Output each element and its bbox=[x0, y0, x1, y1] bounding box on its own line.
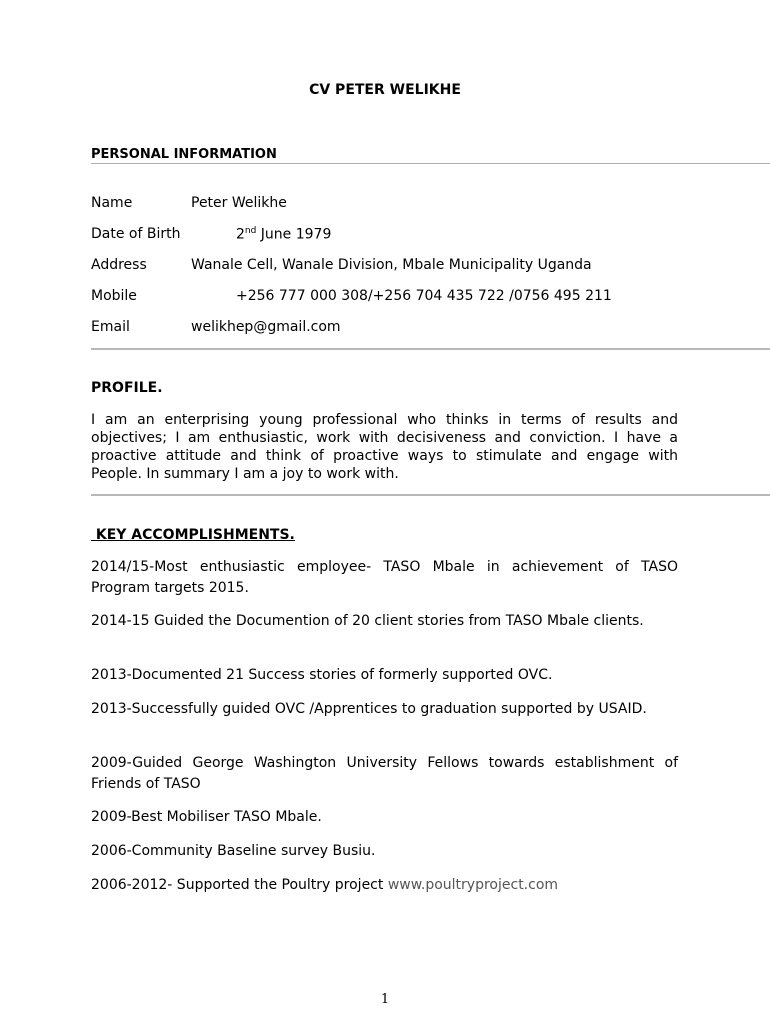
mobile-row bbox=[91, 288, 612, 304]
accomplishment-item: 2013-Documented 21 Success stories of formerly supported OVC. bbox=[91, 667, 553, 683]
mobile-value: +256 777 000 308/+256 704 435 722 /0756 495 211 bbox=[236, 288, 612, 304]
dob-row bbox=[91, 226, 332, 243]
poultry-project-link[interactable]: www.poultryproject.com bbox=[387, 877, 559, 893]
accomplishment-item: 2013-Successfully guided OVC /Apprentices to graduation supported by USAID. bbox=[91, 701, 647, 717]
email-label: Email bbox=[91, 319, 130, 335]
accomplishment-item: 2009-Guided George Washington University Fellows towards establishment of Friends of TASO bbox=[91, 755, 678, 792]
profile-end-rule bbox=[91, 494, 770, 497]
profile-heading: PROFILE. bbox=[91, 380, 163, 396]
name-label: Name bbox=[91, 195, 133, 211]
email-value[interactable]: welikhep@gmail.com bbox=[191, 319, 341, 335]
dob-day: 2 bbox=[236, 226, 245, 243]
dob-label: Date of Birth bbox=[91, 226, 181, 242]
name-value: Peter Welikhe bbox=[191, 195, 287, 211]
dob-value bbox=[236, 226, 331, 243]
personal-info-heading: PERSONAL INFORMATION bbox=[91, 147, 277, 162]
email-row bbox=[91, 319, 341, 335]
accomplishment-item: 2006-Community Baseline survey Busiu. bbox=[91, 843, 376, 859]
address-row bbox=[91, 257, 592, 273]
page-number: 1 bbox=[380, 992, 390, 1007]
address-value: Wanale Cell, Wanale Division, Mbale Municipality Uganda bbox=[191, 257, 592, 273]
accomplishment-text: 2006-2012- Supported the Poultry project bbox=[91, 877, 388, 893]
accomplishment-item: 2009-Best Mobiliser TASO Mbale. bbox=[91, 809, 322, 825]
accomplishments-heading: KEY ACCOMPLISHMENTS. bbox=[91, 527, 295, 543]
accomplishment-item: 2014-15 Guided the Documention of 20 client stories from TASO Mbale clients. bbox=[91, 613, 644, 629]
document-title: CV PETER WELIKHE bbox=[309, 82, 461, 98]
personal-info-rule bbox=[91, 163, 770, 165]
accomplishment-item: 2014/15-Most enthusiastic employee- TASO Mbale in achievement of TASO Program targets 2015. bbox=[91, 559, 678, 596]
personal-end-rule bbox=[91, 348, 770, 351]
address-label: Address bbox=[91, 257, 147, 273]
profile-text: I am an enterprising young professional who thinks in terms of results and objectives; I am enthusiastic, work with decisiveness and conviction. I have a proactive attitude and think of proactive ways to stimulate and engage with People. In summary I am a joy to work with. bbox=[91, 412, 678, 482]
dob-suffix: nd bbox=[244, 226, 257, 236]
accomplishment-item-last bbox=[91, 875, 678, 896]
mobile-label: Mobile bbox=[91, 288, 137, 304]
name-row bbox=[91, 195, 287, 211]
dob-rest: June 1979 bbox=[256, 226, 332, 243]
